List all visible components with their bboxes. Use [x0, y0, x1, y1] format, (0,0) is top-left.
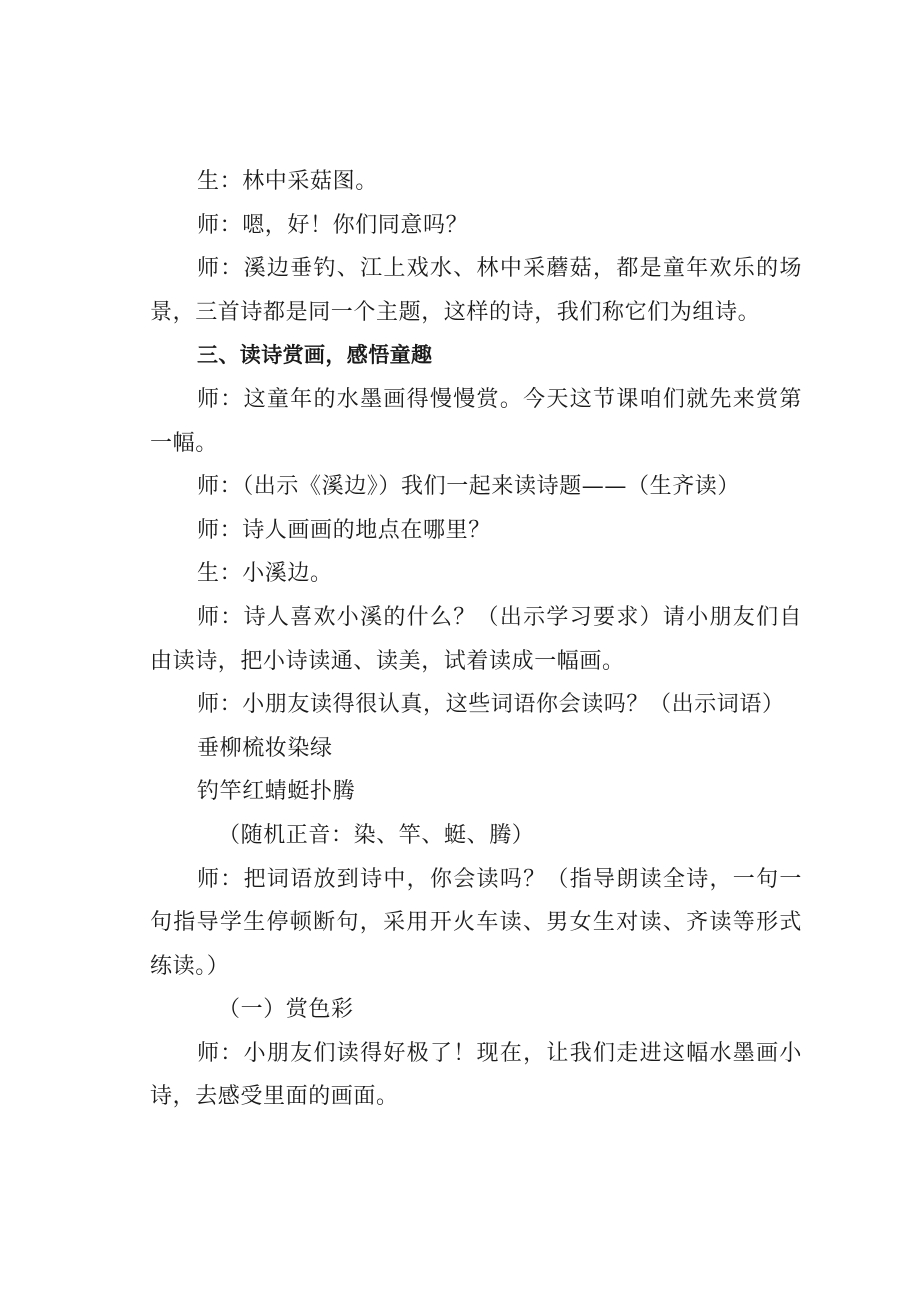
document-page	[150, 160, 802, 1119]
section-heading: 三、读诗赏画，感悟童趣	[197, 343, 433, 368]
paragraph-3: 师：溪边垂钓、江上戏水、林中采蘑菇，都是童年欢乐的场景，三首诗都是同一个主题，这样的诗，我们称它们为组诗。	[150, 256, 802, 325]
paragraph-2: 师：嗯，好！你们同意吗？	[197, 212, 469, 238]
pronunciation-note: （随机正音：染、竿、蜓、腾）	[218, 822, 535, 848]
paragraph-10: 师：把词语放到诗中，你会读吗？（指导朗读全诗，一句一句指导学生停顿断句，采用开火车读、男女生对读、齐读等形式练读。）	[150, 866, 802, 979]
paragraph-1: 生：林中采菇图。	[197, 169, 378, 194]
paragraph-8: 师：诗人喜欢小溪的什么？（出示学习要求）请小朋友们自由读诗，把小诗读通、读美，试着读成一幅画。	[150, 604, 802, 674]
paragraph-5: 师：（出示《溪边》）我们一起来读诗题——（生齐读）	[197, 474, 741, 500]
paragraph-4: 师：这童年的水墨画得慢慢赏。今天这节课咱们就先来赏第一幅。	[150, 386, 802, 456]
paragraph-6: 师：诗人画画的地点在哪里？	[197, 517, 491, 543]
paragraph-9: 师：小朋友读得很认真，这些词语你会读吗？（出示词语）	[197, 692, 785, 718]
paragraph-11: 师：小朋友们读得好极了！现在，让我们走进这幅水墨画小诗，去感受里面的画面。	[150, 1040, 802, 1110]
subsection-heading: （一）赏色彩	[218, 997, 354, 1023]
vocab-line-2: 钓竿红蜻蜓扑腾	[197, 779, 356, 805]
paragraph-7: 生：小溪边。	[197, 561, 333, 587]
vocab-line-1: 垂柳梳妆染绿	[197, 735, 333, 761]
